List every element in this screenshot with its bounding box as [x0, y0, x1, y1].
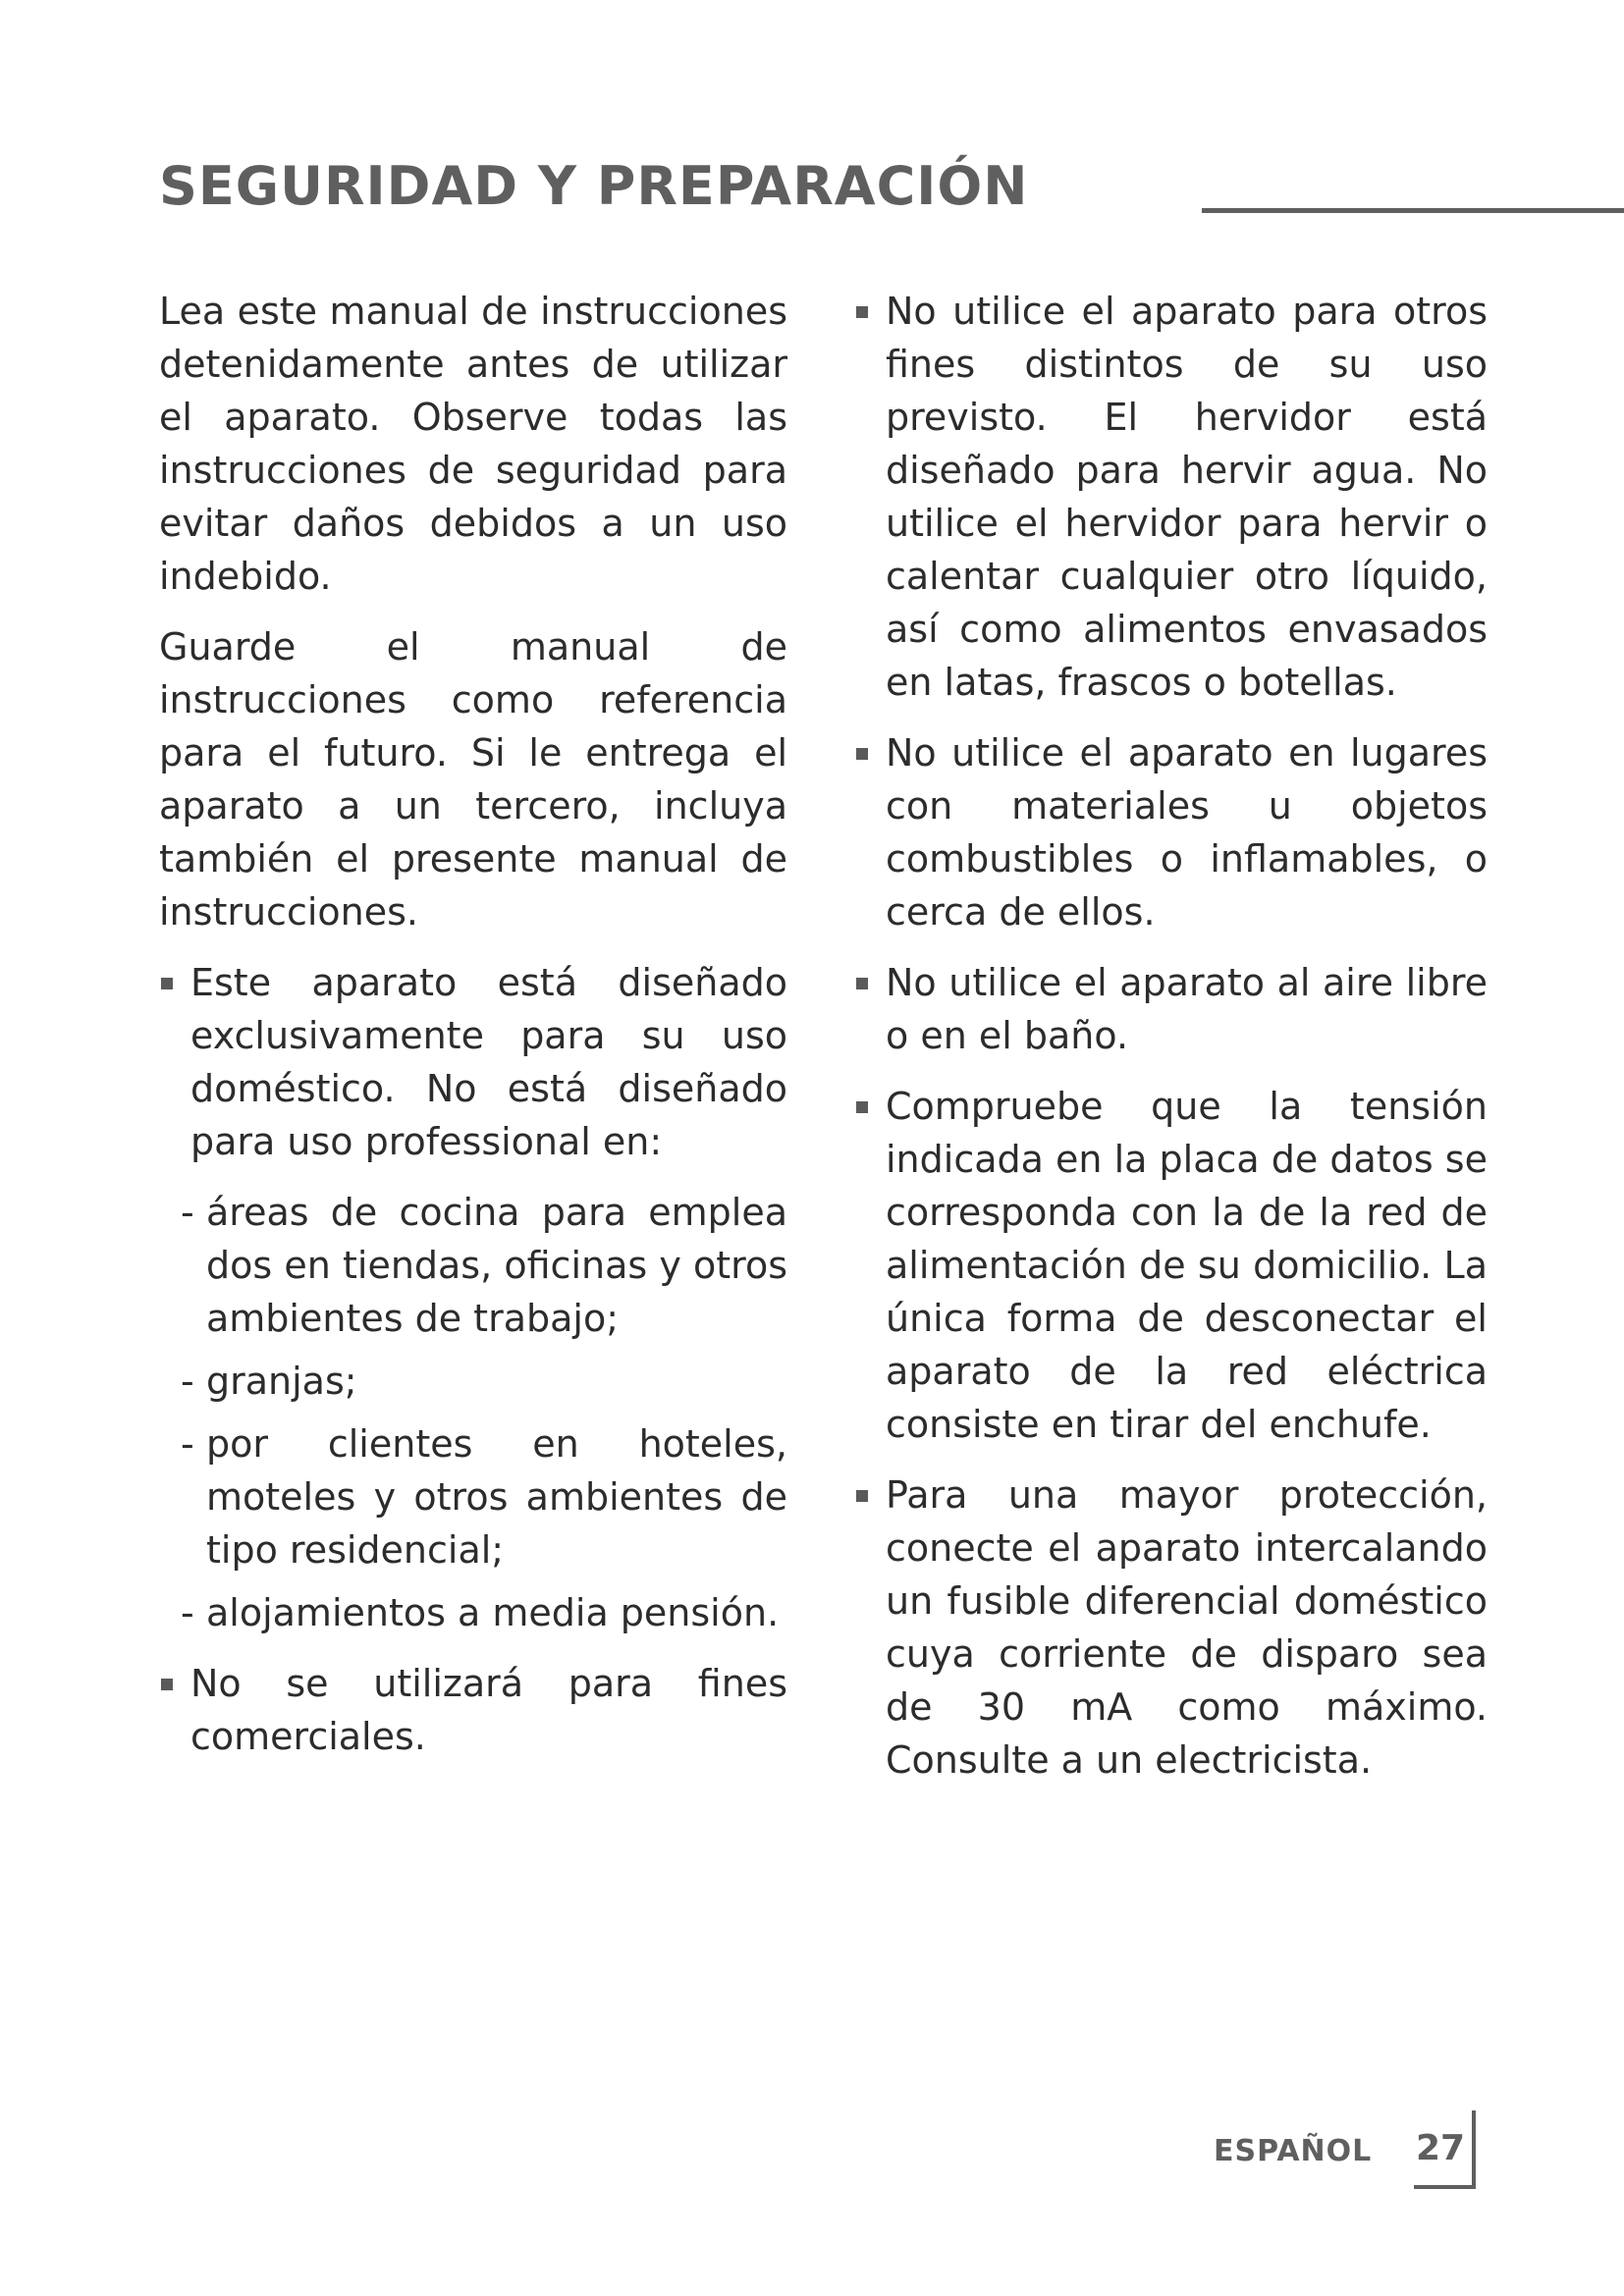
sub-item-hotels — [159, 1417, 787, 1576]
right-column — [854, 285, 1488, 1804]
intro-paragraph-2: Guarde el manual de instrucciones como referencia para el futuro. Si le entrega el aparato a un tercero, incluya también el presente manual de instrucciones. — [159, 625, 787, 934]
square-bullet-icon — [161, 978, 173, 989]
sub-item-text: por clientes en hoteles, moteles y otros ambientes de tipo residencial; — [206, 1422, 787, 1572]
bullet-text: Este aparato está diseñado exclusivamente para su uso doméstico. No está diseñado para uso professional en: — [190, 961, 787, 1163]
footer-vertical-rule — [1472, 2110, 1476, 2189]
intro-paragraph-1: Lea este manual de instrucciones detenidamente antes de utilizar el aparato. Observe todas las instrucciones de seguridad para evitar daños debidos a un uso indebido. — [159, 290, 787, 598]
dash-marker: - — [181, 1360, 194, 1403]
page-number: 27 — [1416, 2128, 1466, 2168]
sub-item-text: alojamientos a media pensión. — [206, 1591, 780, 1634]
square-bullet-icon — [856, 1490, 868, 1502]
square-bullet-icon — [856, 1101, 868, 1113]
bullet-text: No utilice el aparato al aire libre o en el baño. — [886, 961, 1488, 1057]
bullet-item-intended-use — [854, 285, 1488, 709]
square-bullet-icon — [856, 748, 868, 760]
dash-marker: - — [181, 1591, 194, 1634]
left-column — [159, 285, 787, 1781]
sub-item-half-board — [159, 1586, 787, 1639]
sub-item-text: áreas de cocina para emplea dos en tiendas, oficinas y otros ambientes de trabajo; — [206, 1191, 787, 1340]
bullet-item-fuse — [854, 1468, 1488, 1787]
dash-marker: - — [181, 1422, 194, 1466]
sub-item-kitchen-areas — [159, 1186, 787, 1345]
bullet-text: Para una mayor protección, conecte el aparato intercalando un fusible diferencial doméstico cuya corriente de disparo sea de 30 mA como máximo. Consulte a un electricista. — [886, 1473, 1488, 1782]
square-bullet-icon — [161, 1679, 173, 1690]
title-rule — [1202, 208, 1624, 213]
page-header — [159, 147, 1475, 226]
dash-marker: - — [181, 1191, 194, 1234]
footer-language: ESPAÑOL — [1214, 2134, 1373, 2168]
bullet-item-flammables — [854, 726, 1488, 938]
bullet-item-commercial — [159, 1657, 787, 1763]
square-bullet-icon — [856, 978, 868, 989]
bullet-item-domestic-use — [159, 956, 787, 1168]
page-title: SEGURIDAD Y PREPARACIÓN — [159, 155, 1029, 217]
bullet-item-outdoors — [854, 956, 1488, 1062]
bullet-item-voltage — [854, 1080, 1488, 1451]
bullet-text: No utilice el aparato en lugares con materiales u objetos combustibles o inflamables, o cerca de ellos. — [886, 731, 1488, 934]
bullet-text: No se utilizará para fines comerciales. — [190, 1662, 787, 1758]
bullet-text: Compruebe que la tensión indicada en la placa de datos se corresponda con la de la red de alimentación de su domicilio. La única forma de desconectar el aparato de la red eléctrica consiste en tirar del enchufe. — [886, 1085, 1488, 1446]
bullet-text: No utilice el aparato para otros fines distintos de su uso previsto. El hervidor está diseñado para hervir agua. No utilice el hervidor para hervir o calentar cualquier otro líquido, así como alimentos envasados en latas, frascos o botellas. — [886, 290, 1488, 704]
sub-item-farms — [159, 1355, 787, 1408]
footer-horizontal-rule — [1414, 2185, 1476, 2189]
sub-item-text: granjas; — [206, 1360, 357, 1403]
square-bullet-icon — [856, 306, 868, 318]
